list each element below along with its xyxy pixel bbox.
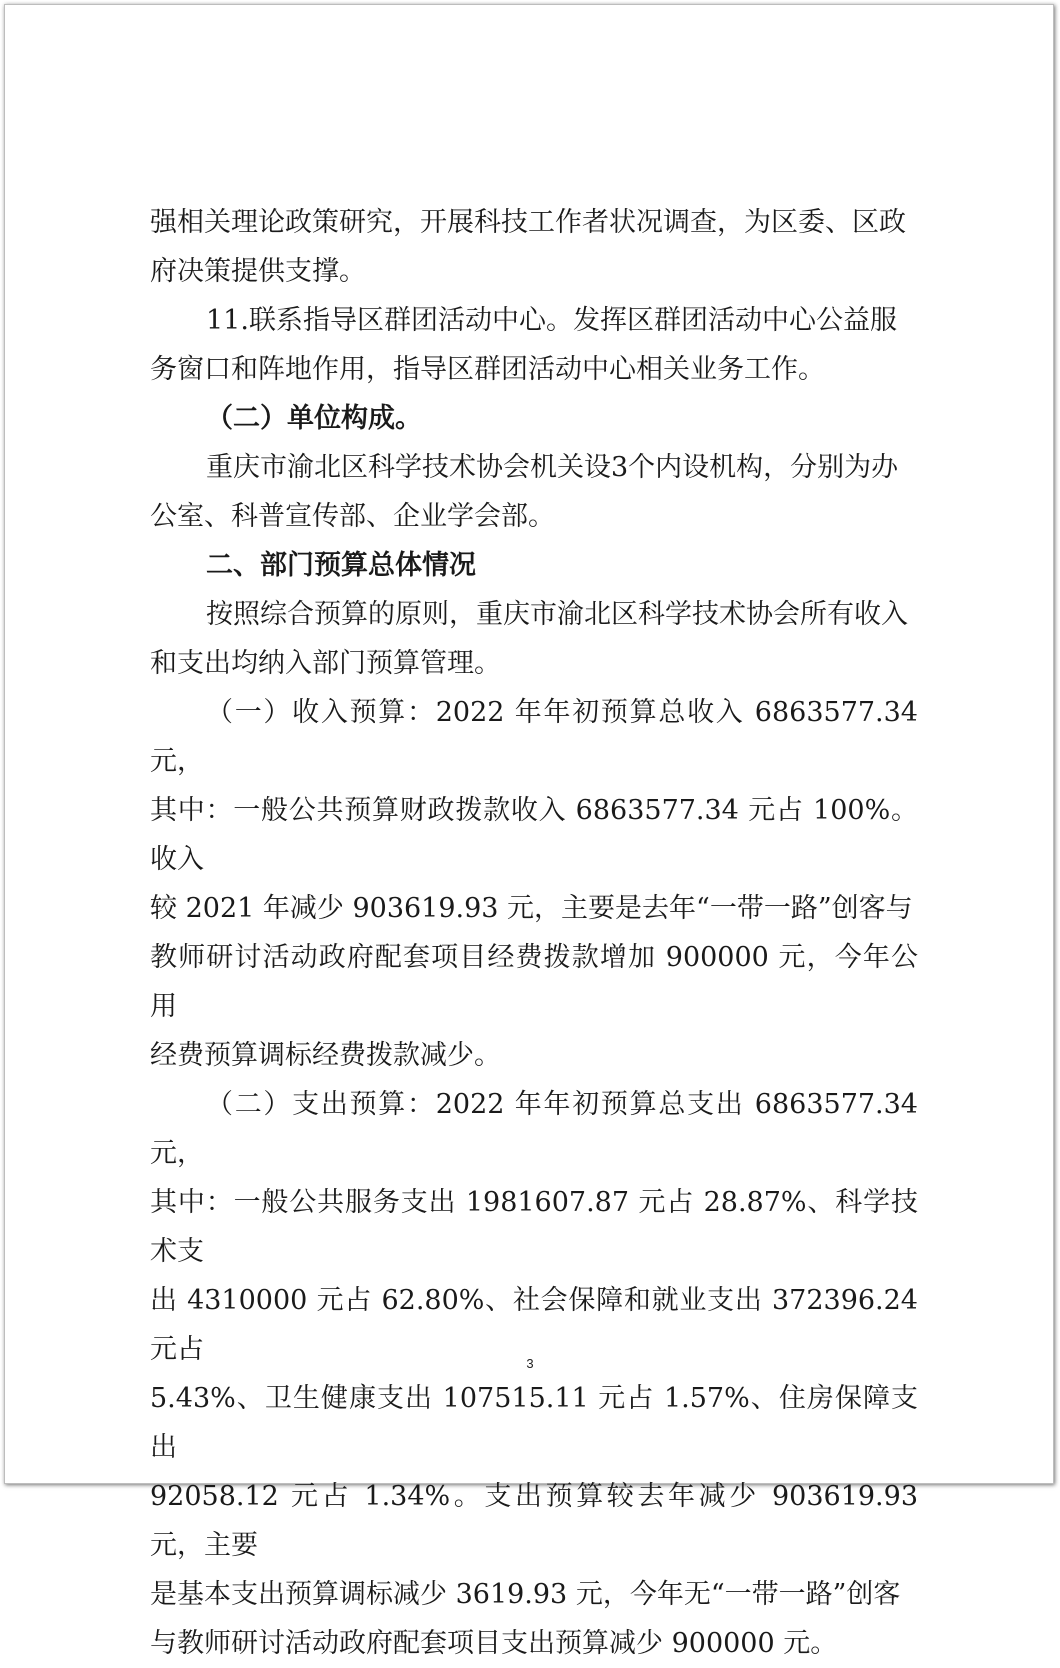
text-line: 教师研讨活动政府配套项目经费拨款增加 900000 元，今年公用 bbox=[150, 942, 918, 1022]
text-line: 较 2021 年减少 903619.93 元，主要是去年“一带一路”创客与 bbox=[150, 893, 913, 924]
paragraph-expenditure-budget bbox=[150, 1080, 918, 1668]
text-line: 和支出均纳入部门预算管理。 bbox=[150, 648, 501, 679]
paragraph-income-budget bbox=[150, 688, 918, 1080]
text-line: 府决策提供支撑。 bbox=[150, 256, 366, 287]
section-heading-unit-composition bbox=[150, 394, 918, 443]
paragraph-budget-principle bbox=[150, 590, 918, 688]
page-number: 3 bbox=[526, 1356, 534, 1371]
text-line: 其中：一般公共预算财政拨款收入 6863577.34 元占 100%。收入 bbox=[150, 795, 918, 875]
text-line: （一）收入预算：2022 年年初预算总收入 6863577.34 元， bbox=[150, 697, 918, 777]
text-line: 92058.12 元占 1.34%。支出预算较去年减少 903619.93 元，主要 bbox=[150, 1481, 918, 1561]
text-line: 公室、科普宣传部、企业学会部。 bbox=[150, 501, 555, 532]
text-line: 按照综合预算的原则，重庆市渝北区科学技术协会所有收入 bbox=[206, 599, 908, 630]
section-heading-budget-overview bbox=[150, 541, 918, 590]
document-body bbox=[150, 198, 918, 1668]
text-line: 5.43%、卫生健康支出 107515.11 元占 1.57%、住房保障支出 bbox=[150, 1383, 918, 1463]
text-line: 出 4310000 元占 62.80%、社会保障和就业支出 372396.24 元占 bbox=[150, 1285, 918, 1365]
paragraph-responsibility-11 bbox=[150, 296, 918, 394]
paragraph-responsibility-10-continued bbox=[150, 198, 918, 296]
text-line: 务窗口和阵地作用，指导区群团活动中心相关业务工作。 bbox=[150, 354, 825, 385]
text-line: 与教师研讨活动政府配套项目支出预算减少 900000 元。 bbox=[150, 1628, 838, 1659]
text-line: 经费预算调标经费拨款减少。 bbox=[150, 1040, 501, 1071]
text-line: 重庆市渝北区科学技术协会机关设3个内设机构，分别为办 bbox=[206, 452, 899, 483]
paragraph-unit-composition bbox=[150, 443, 918, 541]
text-line: （二）支出预算：2022 年年初预算总支出 6863577.34 元， bbox=[150, 1089, 918, 1169]
text-line: 其中：一般公共服务支出 1981607.87 元占 28.87%、科学技术支 bbox=[150, 1187, 918, 1267]
text-line: 11.联系指导区群团活动中心。发挥区群团活动中心公益服 bbox=[206, 305, 897, 336]
text-line: （二）单位构成。 bbox=[206, 403, 422, 434]
text-line: 强相关理论政策研究，开展科技工作者状况调查，为区委、区政 bbox=[150, 207, 906, 238]
text-line: 是基本支出预算调标减少 3619.93 元，今年无“一带一路”创客 bbox=[150, 1579, 901, 1610]
text-line: 二、部门预算总体情况 bbox=[206, 550, 476, 581]
